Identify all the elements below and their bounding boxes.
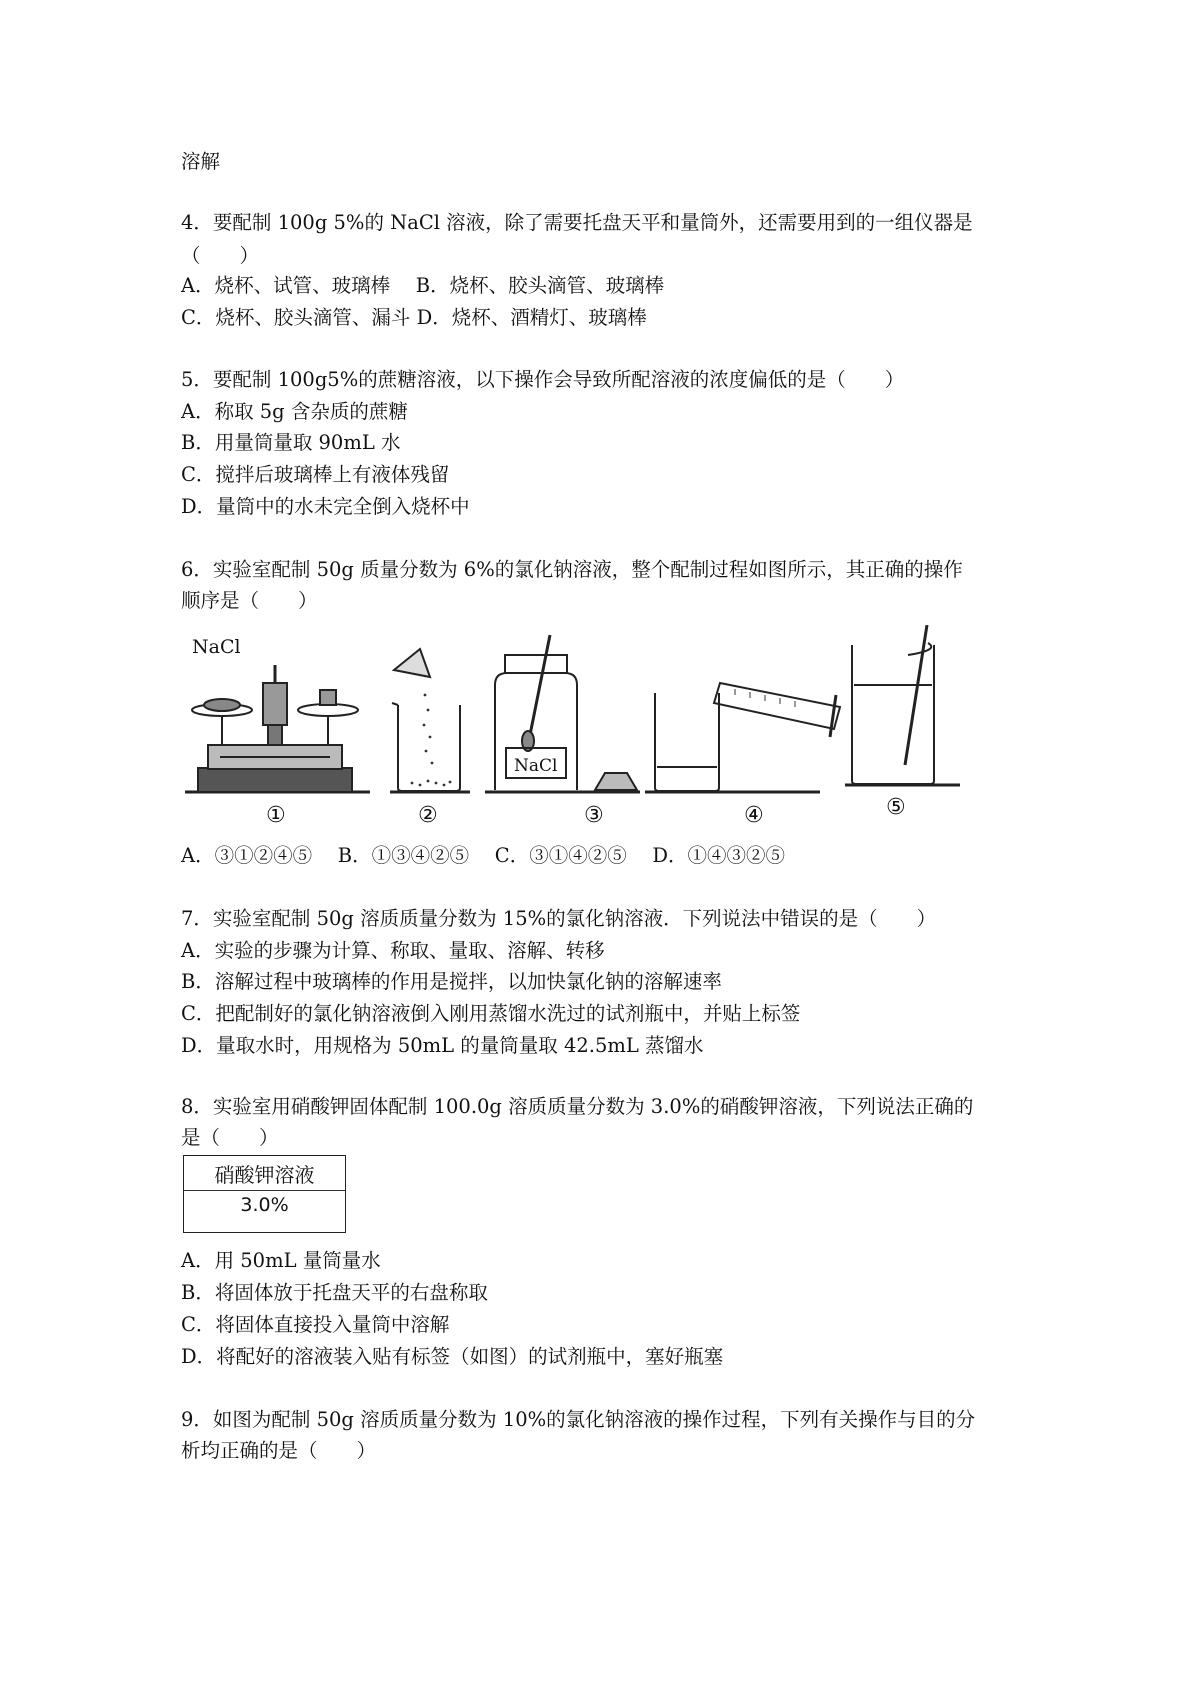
question-6-options: A．③①②④⑤ B．①③④②⑤ C．③①④②⑤ D．①④③②⑤ <box>181 844 786 867</box>
balance-nacl-label: NaCl <box>192 636 241 658</box>
question-4-stem: 4．要配制 100g 5%的 NaCl 溶液，除了需要托盘天平和量筒外，还需要用到的一组仪器是 <box>181 211 973 234</box>
question-9-stem-1: 9．如图为配制 50g 溶质质量分数为 10%的氯化钠溶液的操作过程，下列有关操作与目的分 <box>181 1408 976 1431</box>
question-4-paren: （ ） <box>181 244 260 267</box>
step-label-4: ④ <box>744 803 764 828</box>
question-8-option-a: A．用 50mL 量筒量水 <box>181 1249 381 1272</box>
step-label-3: ③ <box>584 803 604 828</box>
step-label-1: ① <box>266 803 286 828</box>
question-5-option-a: A．称取 5g 含杂质的蔗糖 <box>181 400 408 423</box>
question-8-option-c: C．将固体直接投入量筒中溶解 <box>181 1313 450 1336</box>
question-8-stem-2: 是（ ） <box>181 1126 279 1149</box>
question-5-option-b: B．用量筒量取 90mL 水 <box>181 431 401 454</box>
stirring-beaker-drawing <box>845 625 960 785</box>
question-6-stem-1: 6．实验室配制 50g 质量分数为 6%的氯化钠溶液，整个配制过程如图所示，其正确的操作 <box>181 558 963 581</box>
question-7-option-a: A．实验的步骤为计算、称取、量取、溶解、转移 <box>181 939 605 962</box>
step-label-2: ② <box>418 803 438 828</box>
question-7-stem: 7．实验室配制 50g 溶质质量分数为 15%的氯化钠溶液．下列说法中错误的是（ ） <box>181 907 937 930</box>
question-8-option-d: D．将配好的溶液装入贴有标签（如图）的试剂瓶中，塞好瓶塞 <box>181 1345 724 1368</box>
step-label-5: ⑤ <box>886 795 906 820</box>
question-7-option-c: C．把配制好的氯化钠溶液倒入刚用蒸馏水洗过的试剂瓶中，并贴上标签 <box>181 1002 801 1025</box>
text-line: 溶解 <box>181 150 221 173</box>
measuring-cylinder-pouring-drawing <box>645 683 840 792</box>
question-8-option-b: B．将固体放于托盘天平的右盘称取 <box>181 1281 488 1304</box>
solution-preparation-figure <box>180 625 1025 830</box>
question-8-stem-1: 8．实验室用硝酸钾固体配制 100.0g 溶质质量分数为 3.0%的硝酸钾溶液，下列说法正确的 <box>181 1095 974 1118</box>
question-7-option-d: D．量取水时，用规格为 50mL 的量筒量取 42.5mL 蒸馏水 <box>181 1034 704 1057</box>
question-5-option-c: C．搅拌后玻璃棒上有液体残留 <box>181 463 450 486</box>
question-5-stem: 5．要配制 100g5%的蔗糖溶液，以下操作会导致所配溶液的浓度偏低的是（ ） <box>181 368 905 391</box>
question-9-stem-2: 析均正确的是（ ） <box>181 1439 377 1462</box>
question-4-options-ab: A．烧杯、试管、玻璃棒 B．烧杯、胶头滴管、玻璃棒 <box>181 274 665 297</box>
question-7-option-b: B．溶解过程中玻璃棒的作用是搅拌，以加快氯化钠的溶解速率 <box>181 970 722 993</box>
bottle-nacl-label: NaCl <box>514 756 558 776</box>
reagent-label-title: 硝酸钾溶液 <box>184 1160 345 1191</box>
question-6-stem-2: 顺序是（ ） <box>181 589 318 612</box>
reagent-bottle-spoon-drawing <box>485 635 640 792</box>
question-4-options-cd: C．烧杯、胶头滴管、漏斗 D．烧杯、酒精灯、玻璃棒 <box>181 306 647 329</box>
reagent-label-value: 3.0% <box>240 1194 289 1216</box>
reagent-label-box <box>183 1155 346 1233</box>
beaker-pouring-solid-drawing <box>390 649 470 792</box>
balance-scale-drawing <box>185 665 370 792</box>
question-5-option-d: D．量筒中的水未完全倒入烧杯中 <box>181 495 470 518</box>
